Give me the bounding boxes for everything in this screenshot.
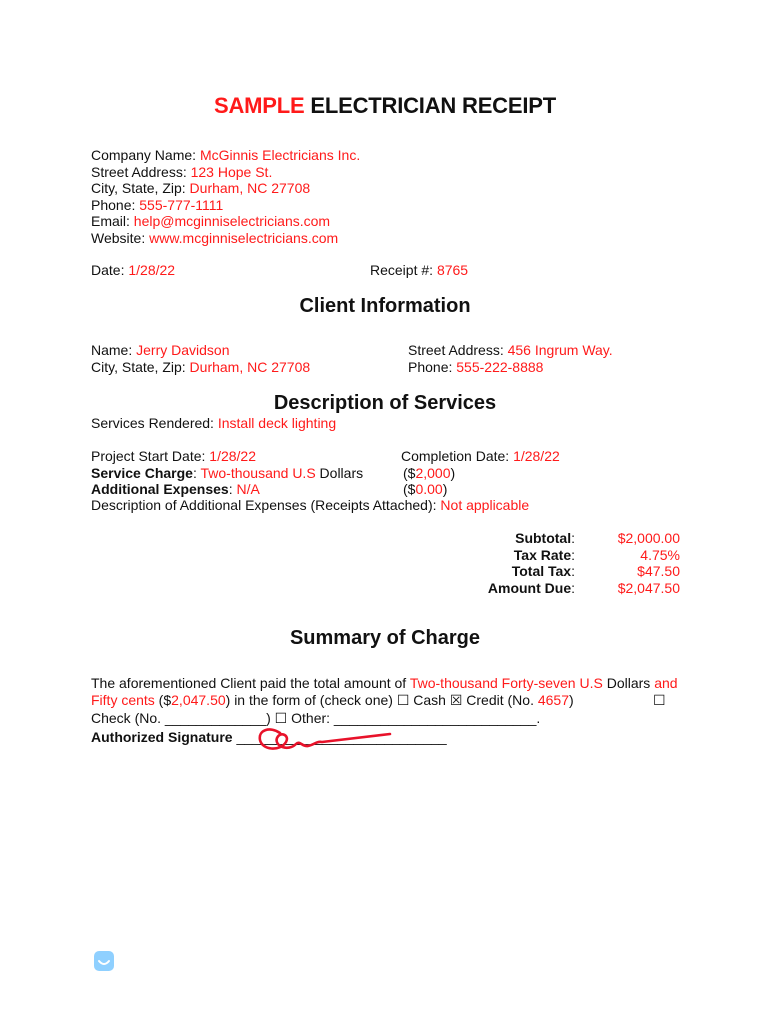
client-name-value: Jerry Davidson: [136, 342, 230, 358]
client-street-value: 456 Ingrum Way.: [507, 342, 613, 358]
additional-expenses-close: ): [442, 481, 448, 497]
company-street-value: 123 Hope St.: [190, 163, 273, 180]
company-email-value: help@mcginniselectricians.com: [133, 213, 331, 229]
company-city-line: [91, 180, 310, 196]
handwritten-signature: [250, 722, 400, 762]
chat-widget-icon[interactable]: [93, 950, 115, 972]
signature-label: Authorized Signature: [91, 729, 233, 745]
amount-due-value: $2,047.50: [617, 579, 680, 596]
service-charge-label: Service Charge: [91, 464, 193, 481]
receipt-date-value: 1/28/22: [128, 262, 176, 278]
receipt-date: [91, 262, 175, 278]
total-tax-colon: :: [571, 563, 575, 579]
company-city-value: Durham, NC 27708: [189, 180, 311, 196]
services-rendered-line: [91, 415, 336, 431]
service-charge-amount-line: [403, 465, 455, 481]
summary-text-1a: The aforementioned Client paid the total amount of: [91, 675, 410, 691]
receipt-number: [370, 262, 468, 278]
client-phone-line: [408, 359, 543, 375]
summary-text-2b: ) in the form of (check one) ☐ Cash ☒ Credit (No.: [225, 692, 538, 708]
tax-rate-label: Tax Rate: [513, 546, 572, 563]
tax-rate-value: 4.75%: [640, 546, 680, 563]
company-phone-label: Phone:: [91, 196, 140, 213]
service-charge-close: ): [450, 464, 456, 481]
receipt-number-value: 8765: [436, 262, 469, 278]
company-city-label: City, State, Zip:: [91, 180, 190, 196]
receipt-title: [0, 93, 770, 119]
subtotal-label: Subtotal: [515, 530, 572, 546]
client-information-heading: Client Information: [299, 295, 471, 317]
summary-line-1: [91, 675, 678, 691]
subtotal-label-row: [420, 530, 575, 547]
total-tax-label: Total Tax: [511, 563, 572, 579]
total-tax-label-row: [420, 563, 575, 580]
company-website-line: [91, 230, 338, 246]
summary-text-1b: Dollars: [602, 675, 655, 691]
additional-expenses-description-line: [91, 497, 529, 513]
services-rendered-label: Services Rendered:: [91, 415, 218, 431]
project-start-value: 1/28/22: [209, 448, 256, 464]
summary-amount: 2,047.50: [171, 692, 226, 708]
additional-expenses-amount-line: [403, 481, 447, 497]
company-phone-value: 555-777-1111: [139, 196, 224, 213]
company-website-value: www.mcginniselectricians.com: [149, 229, 339, 246]
company-email-line: [91, 213, 330, 229]
additional-expenses-amount: 0.00: [415, 481, 443, 497]
additional-expenses-value: N/A: [236, 481, 260, 497]
company-email-label: Email:: [91, 213, 134, 229]
additional-expenses-sep: :: [228, 481, 237, 497]
client-city-value: Durham, NC 27708: [189, 358, 311, 375]
company-phone-line: [91, 197, 223, 213]
summary-amount-words: Two-thousand Forty-seven U.S: [409, 675, 603, 691]
client-name-label: Name:: [91, 342, 137, 358]
service-charge-sep: :: [192, 464, 201, 481]
amount-due-label: Amount Due: [487, 579, 572, 596]
client-street-label: Street Address:: [408, 342, 508, 358]
total-tax-value: $47.50: [637, 563, 680, 579]
additional-expenses-description-label: Description of Additional Expenses (Receipts Attached):: [91, 497, 441, 513]
totals-values: [580, 530, 680, 596]
company-name-value: McGinnis Electricians Inc.: [199, 147, 361, 163]
project-start-label: Project Start Date:: [91, 448, 210, 464]
service-charge-open: ($: [403, 464, 416, 481]
receipt-date-label: Date:: [91, 262, 129, 278]
additional-expenses-label: Additional Expenses: [91, 481, 229, 497]
completion-date-value: 1/28/22: [513, 448, 560, 464]
tax-rate-label-row: [420, 547, 575, 564]
completion-date-line: [401, 448, 560, 464]
client-city-line: [91, 359, 310, 375]
signature-underline: ___________________________: [232, 729, 447, 745]
summary-text-2a: ($: [154, 692, 172, 708]
company-street-label: Street Address:: [91, 163, 191, 180]
receipt-number-label: Receipt #:: [370, 262, 437, 278]
additional-expenses-open: ($: [403, 481, 416, 497]
amount-due-label-row: [420, 580, 575, 597]
service-charge-line: [91, 465, 363, 481]
client-phone-value: 555-222-8888: [456, 358, 544, 375]
check-checkbox: ☐: [653, 692, 666, 708]
project-start-line: [91, 448, 256, 464]
summary-text-2c: ): [569, 692, 574, 708]
services-rendered-value: Install deck lighting: [217, 415, 337, 431]
client-phone-label: Phone:: [408, 358, 457, 375]
summary-cents-words: Fifty cents: [91, 692, 155, 708]
company-name-label: Company Name:: [91, 147, 200, 163]
summary-of-charge-heading: Summary of Charge: [289, 627, 481, 649]
summary-and: and: [654, 675, 678, 691]
company-website-label: Website:: [91, 229, 150, 246]
title-rest: ELECTRICIAN RECEIPT: [304, 93, 556, 118]
service-charge-amount: 2,000: [415, 464, 451, 481]
subtotal-value: $2,000.00: [617, 530, 680, 546]
tax-rate-colon: :: [571, 546, 575, 563]
completion-date-label: Completion Date:: [401, 448, 514, 464]
service-charge-suffix: Dollars: [315, 464, 364, 481]
company-name-line: [91, 147, 360, 163]
subtotal-colon: :: [571, 530, 575, 546]
description-of-services-heading: Description of Services: [273, 392, 497, 414]
additional-expenses-line: [91, 481, 260, 497]
summary-credit-number: 4657: [537, 692, 570, 708]
summary-line-3: Check (No. _____________) ☐ Other: __________________________.: [91, 710, 541, 726]
client-street-line: [408, 342, 613, 358]
summary-line-2: [91, 692, 574, 708]
service-charge-words: Two-thousand U.S: [200, 464, 316, 481]
title-sample: SAMPLE: [214, 93, 305, 118]
client-name-line: [91, 342, 230, 358]
totals-labels: [420, 530, 575, 596]
additional-expenses-description-value: Not applicable: [440, 497, 530, 513]
company-street-line: [91, 164, 272, 180]
amount-due-colon: :: [571, 579, 575, 596]
client-city-label: City, State, Zip:: [91, 358, 190, 375]
